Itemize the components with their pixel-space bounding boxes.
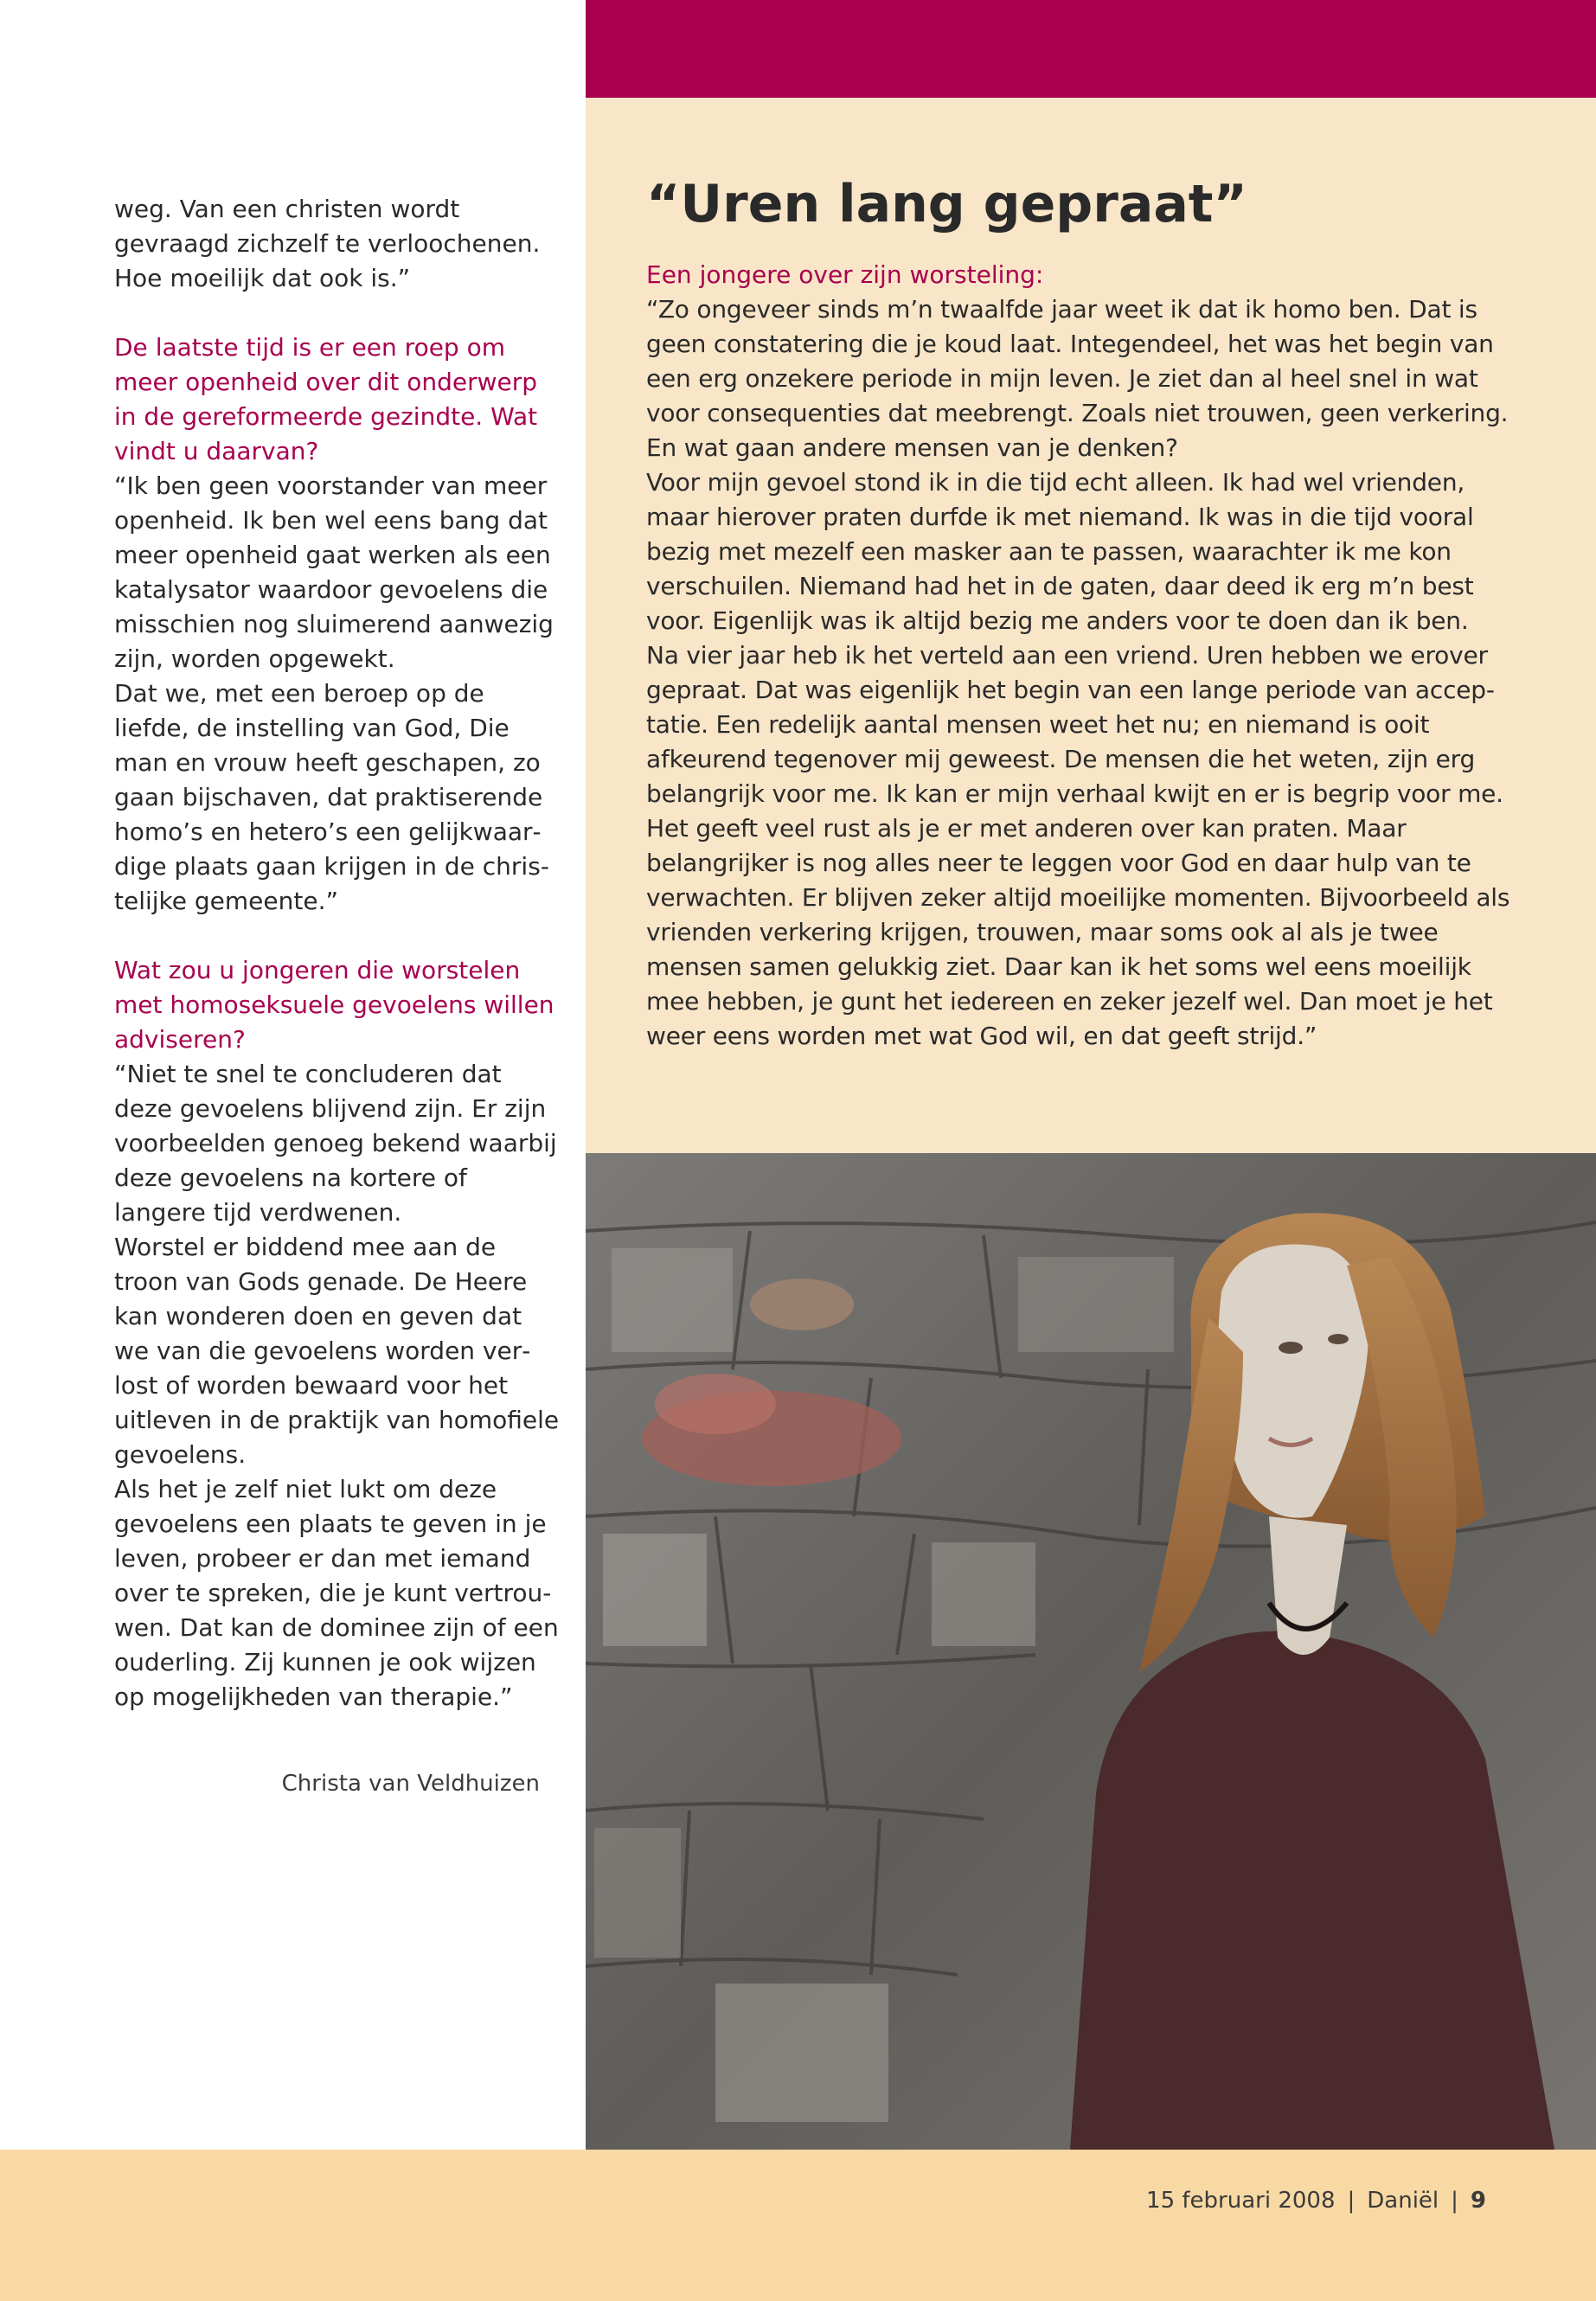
author-byline: Christa van Veldhuizen bbox=[281, 1771, 540, 1797]
intro-paragraph: weg. Van een christen wordt gevraagd zichzelf te verloochenen. Hoe moeilijk dat ook is.” bbox=[114, 195, 541, 292]
issue-date: 15 februari 2008 bbox=[1146, 2188, 1336, 2214]
photo-girl-against-stone-wall bbox=[586, 1153, 1596, 2150]
folio bbox=[1146, 2183, 1486, 2218]
sidebar-lead: Een jongere over zijn worsteling: bbox=[646, 260, 1044, 289]
sidebar-headline: “Uren lang gepraat” bbox=[646, 174, 1247, 234]
answer-paragraph: Dat we, met een beroep op de liefde, de instelling van God, Die man en vrouw heeft geschapen, zo gaan bijschaven, dat praktiserende homo’s en hetero’s een gelijkwaardige plaats gaan krijgen in de christelijke gemeente.” bbox=[114, 679, 549, 915]
interview-question-1: De laatste tijd is er een roep om meer openheid over dit onderwerp in de gereformeerde gezindte. Wat vindt u daarvan? bbox=[114, 333, 538, 465]
page-number: 9 bbox=[1470, 2188, 1486, 2214]
sidebar-paragraph: “Zo ongeveer sinds m’n twaalfde jaar weet ik dat ik homo ben. Dat is geen constatering die je koud laat. Integendeel, het was het begin van een erg onzekere periode in mijn leven. Je ziet dan al heel snel in wat voor consequenties dat meebrengt. Zoals niet trouwen, geen verkering. En wat gaan andere mensen van je denken? bbox=[646, 295, 1509, 462]
interview-question-2: Wat zou u jongeren die worstelen met homoseksuele gevoelens willen adviseren? bbox=[114, 956, 554, 1054]
answer-paragraph: Worstel er biddend mee aan de troon van Gods genade. De Heere kan wonderen doen en geven dat we van die gevoelens worden verlost of worden bewaard voor het uitleven in de praktijk van homofiele gevoelens. bbox=[114, 1233, 560, 1469]
sidebar-paragraph: Het geeft veel rust als je er met anderen over kan praten. Maar belangrijker is nog alles neer te leggen voor God en daar hulp van te verwachten. Er blijven zeker altijd moeilijke momenten. Bijvoorbeeld als vrienden verkering krijgen, trouwen, maar soms ook al als je twee mensen samen gelukkig ziet. Daar kan ik het soms wel eens moeilijk mee hebben, je gunt het iedereen en zeker jezelf wel. Dan moet je het weer eens worden met wat God wil, en dat geeft strijd.” bbox=[646, 814, 1510, 1050]
sidebar-paragraph: Voor mijn gevoel stond ik in die tijd echt alleen. Ik had wel vrienden, maar hierover praten durfde ik met niemand. Ik was in die tijd vooral bezig met mezelf een masker aan te passen, waarachter ik me kon verschuilen. Niemand had het in de gaten, daar deed ik erg m’n best voor. Eigenlijk was ik altijd bezig me anders voor te doen dan ik ben. bbox=[646, 468, 1474, 635]
page-footer-band bbox=[0, 2150, 1596, 2301]
folio-separator: | bbox=[1451, 2188, 1458, 2214]
sidebar-article bbox=[646, 170, 1529, 1054]
publication-name: Daniël bbox=[1367, 2188, 1439, 2214]
left-article-column bbox=[114, 192, 560, 1715]
answer-paragraph: “Ik ben geen voorstander van meer openheid. Ik ben wel eens bang dat meer openheid gaat werken als een katalysator waardoor gevoelens die misschien nog sluimerend aanwezig zijn, worden opgewekt. bbox=[114, 471, 554, 673]
answer-paragraph: Als het je zelf niet lukt om deze gevoelens een plaats te geven in je leven, probeer er dan met iemand over te spreken, die je kunt vertrouwen. Dat kan de dominee zijn of een ouderling. Zij kunnen je ook wijzen op mogelijkheden van therapie.” bbox=[114, 1475, 559, 1711]
folio-separator: | bbox=[1347, 2188, 1356, 2214]
top-accent-bar bbox=[586, 0, 1596, 98]
answer-paragraph: “Niet te snel te concluderen dat deze gevoelens blijvend zijn. Er zijn voorbeelden genoeg bekend waarbij deze gevoelens na kortere of langere tijd verdwenen. bbox=[114, 1060, 557, 1227]
sidebar-paragraph: Na vier jaar heb ik het verteld aan een vriend. Uren hebben we erover gepraat. Dat was eigenlijk het begin van een lange periode van acceptatie. Een redelijk aantal mensen weet het nu; en niemand is ooit afkeurend tegenover mij geweest. De mensen die het weten, zijn erg belangrijk voor me. Ik kan er mijn verhaal kwijt en er is begrip voor me. bbox=[646, 641, 1503, 808]
